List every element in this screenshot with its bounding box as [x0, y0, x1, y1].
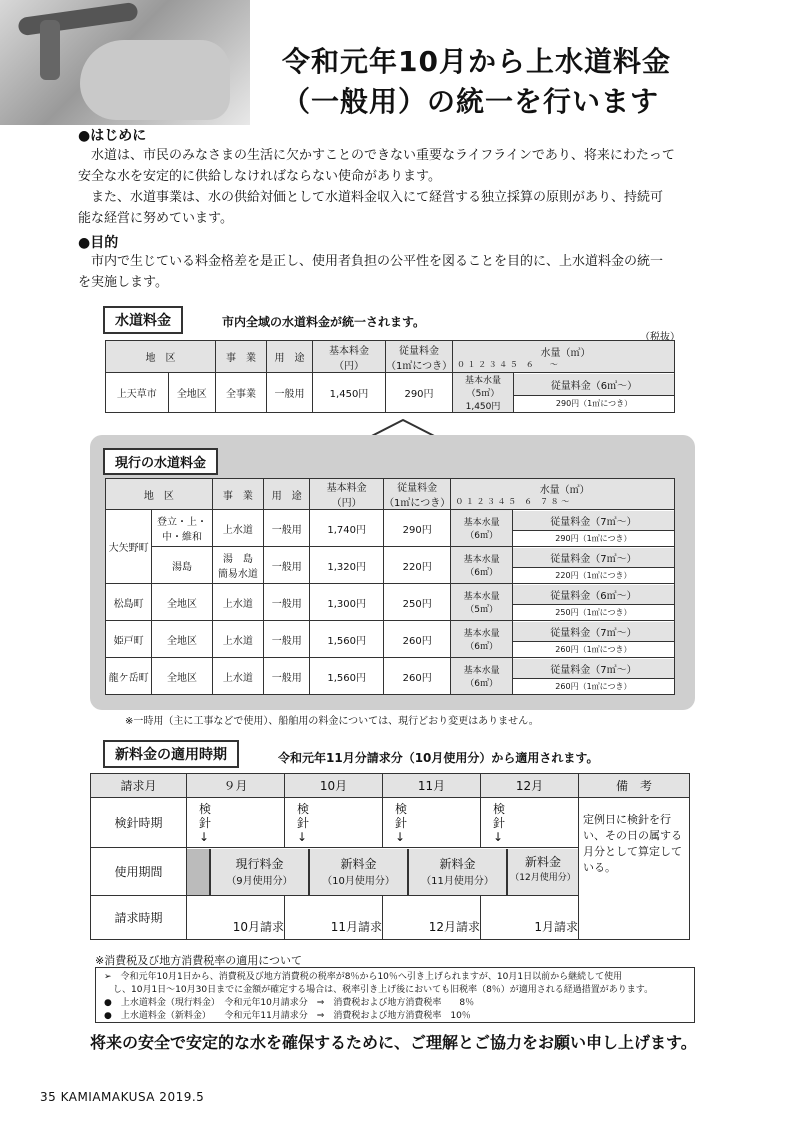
base-cell: 1,300円 — [310, 584, 384, 621]
period-sub: （12月使用分） — [510, 872, 576, 883]
area-cell: 登立・上・ 中・維和 — [152, 510, 212, 547]
period-cell — [209, 849, 310, 895]
table-row — [106, 658, 675, 695]
meter-mark: 検 針 ↓ — [481, 798, 579, 848]
period-sub: （10月使用分） — [322, 875, 395, 887]
intro-p1a: 水道は、市民のみなさまの生活に欠かすことのできない重要なライフラインであり、将来にわたって — [91, 148, 675, 163]
metered-cell — [512, 510, 674, 547]
use-cell: 一般用 — [264, 658, 310, 695]
basic-cell: 基本水量 （6㎥） — [451, 658, 512, 695]
intro-heading: ●はじめに — [78, 128, 147, 144]
tax-line-3: ● 上水道料金（現行料金） 令和元年10月請求分 ⇒ 消費税および地方消費税率 8％ — [104, 998, 475, 1008]
area-cell: 全地区 — [152, 658, 212, 695]
use-cell: 一般用 — [264, 547, 310, 584]
rate-cell: 260円 — [383, 621, 450, 658]
meter-mark: 検 針 ↓ — [383, 798, 481, 848]
metered-label: 従量料金（7㎥～） — [513, 548, 674, 568]
basic-cell: 基本水量 （6㎥） — [451, 621, 512, 658]
area-cell: 全地区 — [152, 621, 212, 658]
table-row — [106, 621, 675, 658]
purpose-heading: ●目的 — [78, 235, 119, 251]
basic-volume: 基本水量 （5㎥） 1,450円 — [453, 373, 514, 413]
col-biz: 事 業 — [216, 341, 267, 373]
purpose-body — [78, 251, 738, 293]
cur-col-area: 地 区 — [106, 479, 213, 510]
sched-col-month: 請求月 — [91, 774, 187, 798]
schedule-table — [90, 773, 690, 940]
period-cell — [310, 849, 409, 895]
closing-message: 将来の安全で安定的な水を確保するために、ご理解とご協力をお願い申し上げます。 — [90, 1033, 697, 1052]
period-main: 新料金 — [340, 856, 377, 871]
biz-cell: 上水道 — [212, 621, 263, 658]
cur-col-volume — [451, 479, 675, 510]
title-line-2: （一般用）の統一を行います — [282, 85, 660, 118]
base-cell: 1,560円 — [310, 658, 384, 695]
rate-fee: 290円 — [386, 373, 453, 413]
intro-p2b: 能な経営に努めています。 — [78, 211, 233, 226]
volume-label: 水量（㎥） — [540, 347, 591, 359]
new-fee-table — [105, 340, 675, 413]
tax-heading: ※消費税及び地方消費税率の適用について — [95, 954, 302, 967]
use-cell: 一般用 — [264, 621, 310, 658]
basic-cell: 基本水量 （6㎥） — [451, 547, 512, 584]
faucet-shape — [17, 2, 138, 37]
period-cell — [409, 849, 508, 895]
title-line-1: 令和元年10月から上水道料金 — [282, 45, 671, 78]
area-city: 上天草市 — [106, 373, 169, 413]
bill-cell: 1月請求 — [481, 896, 579, 940]
tax-line-1: ➢ 令和元年10月1日から、消費税及び地方消費税の税率が8％から10％へ引き上げられますが、10月1日以前から継続して使用 — [104, 972, 623, 982]
current-fee-footnote: ※一時用（主に工事などで使用）、船舶用の料金については、現行どおり変更はありません。 — [125, 716, 539, 727]
col-volume — [453, 341, 675, 373]
table-row — [106, 584, 675, 621]
sched-col-remark: 備 考 — [579, 774, 690, 798]
current-fee-table — [105, 478, 675, 695]
metered-cell — [512, 584, 674, 621]
new-fee-label: 水道料金 — [103, 306, 183, 334]
metered-cell — [512, 658, 674, 695]
metered-label: 従量料金（7㎥～） — [513, 511, 674, 531]
bill-cell: 12月請求 — [383, 896, 481, 940]
basic-cell: 基本水量 （5㎥） — [451, 584, 512, 621]
row-bill-label: 請求時期 — [91, 896, 187, 940]
hands-shape — [80, 40, 230, 120]
cur-col-use: 用 途 — [264, 479, 310, 510]
intro-p1b: 安全な水を安定的に供給しなければならない使命があります。 — [78, 169, 441, 184]
faucet-neck-shape — [40, 20, 60, 80]
intro-p2a: また、水道事業は、水の供給対価として水道料金収入にて経営する独立採算の原則があり、持続可 — [91, 190, 664, 205]
biz-cell: 上水道 — [212, 658, 263, 695]
use-cell: 一般用 — [264, 584, 310, 621]
metered-note: 290円（1㎥につき） — [555, 533, 632, 543]
rate-cell: 290円 — [383, 510, 450, 547]
metered-label: 従量料金（7㎥～） — [513, 659, 674, 679]
sched-remark: 定例日に検針を行い、その日の属する月分として算定している。 — [579, 798, 690, 940]
rate-cell: 250円 — [383, 584, 450, 621]
base-cell: 1,320円 — [310, 547, 384, 584]
new-fee-caption: 市内全域の水道料金が統一されます。 — [222, 315, 426, 329]
town-cell: 姫戸町 — [106, 621, 152, 658]
tax-note-label: （税抜） — [640, 332, 680, 343]
town-oyano: 大矢野町 — [106, 510, 152, 584]
current-fee-label: 現行の水道料金 — [103, 448, 218, 475]
page-title — [282, 42, 671, 122]
metered-cell — [512, 547, 674, 584]
purpose-p1b: を実施します。 — [78, 275, 168, 290]
base-cell: 1,740円 — [310, 510, 384, 547]
biz-cell: 湯 島 簡易水道 — [212, 547, 263, 584]
sched-col-nov: 11月 — [383, 774, 481, 798]
rate-cell: 260円 — [383, 658, 450, 695]
period-sub: （11月使用分） — [421, 875, 494, 887]
cur-col-biz: 事 業 — [212, 479, 263, 510]
row-use-label: 使用期間 — [91, 848, 187, 896]
period-cell — [508, 849, 578, 895]
metered-label: 従量料金（6㎥～） — [513, 585, 674, 605]
metered-note: 220円（1㎥につき） — [555, 570, 632, 580]
cur-col-rate: 従量料金 （1㎥につき） — [383, 479, 450, 510]
col-area: 地 区 — [106, 341, 216, 373]
header-photo — [0, 0, 250, 125]
base-fee: 1,450円 — [313, 373, 386, 413]
use-cell: 一般用 — [264, 510, 310, 547]
schedule-caption: 令和元年11月分請求分（10月使用分）から適用されます。 — [278, 751, 599, 765]
tax-note-box — [95, 967, 695, 1023]
cur-volume-scale: ０ １ ２ ３ ４ ５ ６ ７ ８ ～ — [455, 497, 570, 506]
town-cell: 龍ケ岳町 — [106, 658, 152, 695]
metered-note: 260円（1㎥につき） — [555, 681, 632, 691]
biz-cell: 上水道 — [212, 510, 263, 547]
base-cell: 1,560円 — [310, 621, 384, 658]
intro-body — [78, 145, 738, 229]
page-footer: 35 KAMIAMAKUSA 2019.5 — [40, 1090, 205, 1104]
tax-line-4: ● 上水道料金（新料金） 令和元年11月請求分 ⇒ 消費税および地方消費税率 10％ — [104, 1011, 471, 1021]
rate-cell: 220円 — [383, 547, 450, 584]
metered-note: 250円（1㎥につき） — [555, 607, 632, 617]
table-row — [106, 510, 675, 547]
metered-cell — [512, 621, 674, 658]
bill-cell: 11月請求 — [285, 896, 383, 940]
meter-mark: 検 針 ↓ — [187, 798, 285, 848]
cur-volume-label: 水量（㎥） — [539, 485, 590, 496]
metered-label: 従量料金（6㎥～） — [514, 374, 674, 396]
period-main: 現行料金 — [235, 856, 284, 871]
metered-note: 290円（1㎥につき） — [555, 399, 633, 408]
period-main: 新料金 — [524, 854, 561, 869]
col-base: 基本料金 （円） — [313, 341, 386, 373]
period-sub: （9月使用分） — [226, 875, 293, 887]
biz-cell: 上水道 — [212, 584, 263, 621]
schedule-label: 新料金の適用時期 — [103, 740, 239, 768]
bill-cell: 10月請求 — [187, 896, 285, 940]
col-rate: 従量料金 （1㎥につき） — [386, 341, 453, 373]
volume-scale: ０ １ ２ ３ ４ ５ ６ ～ — [457, 359, 558, 369]
metered-label: 従量料金（7㎥～） — [513, 622, 674, 642]
area-cell: 湯島 — [152, 547, 212, 584]
meter-mark: 検 針 ↓ — [285, 798, 383, 848]
sched-col-dec: 12月 — [481, 774, 579, 798]
sched-col-sep: ９月 — [187, 774, 285, 798]
period-main: 新料金 — [439, 856, 476, 871]
metered-volume — [514, 373, 675, 413]
row-meter-label: 検針時期 — [91, 798, 187, 848]
tax-line-2: し、10月1日～10月30日までに金額が確定する場合は、税率引き上げ後においても旧税率（8％）が適用される経過措置があります。 — [104, 985, 654, 995]
cur-col-base: 基本料金 （円） — [310, 479, 384, 510]
usage-periods — [187, 848, 579, 896]
area-all: 全地区 — [168, 373, 215, 413]
basic-cell: 基本水量 （6㎥） — [451, 510, 512, 547]
table-row — [106, 547, 675, 584]
use-general: 一般用 — [267, 373, 313, 413]
sched-col-oct: 10月 — [285, 774, 383, 798]
col-use: 用 途 — [267, 341, 313, 373]
metered-note: 260円（1㎥につき） — [555, 644, 632, 654]
area-cell: 全地区 — [152, 584, 212, 621]
town-cell: 松島町 — [106, 584, 152, 621]
purpose-p1a: 市内で生じている料金格差を是正し、使用者負担の公平性を図ることを目的に、上水道料金の統一 — [91, 254, 664, 269]
biz-all: 全事業 — [216, 373, 267, 413]
